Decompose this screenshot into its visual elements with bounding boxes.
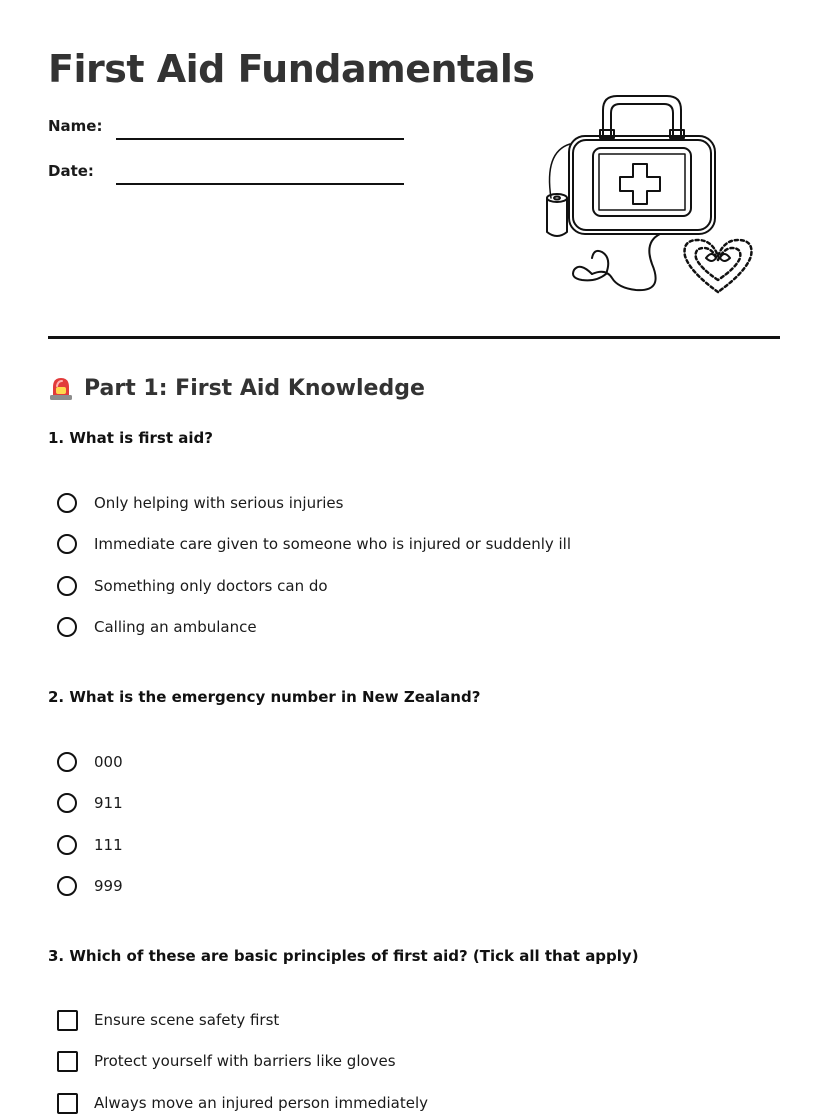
option-label: 911 <box>94 794 123 812</box>
radio-button[interactable] <box>57 534 77 554</box>
option-label: Protect yourself with barriers like gloves <box>94 1052 396 1070</box>
radio-button[interactable] <box>57 617 77 637</box>
checkbox[interactable] <box>57 1051 78 1072</box>
question-3-option[interactable] <box>57 1049 396 1073</box>
question-2: 2. What is the emergency number in New Zealand? <box>48 688 481 706</box>
radio-button[interactable] <box>57 752 77 772</box>
first-aid-kit-icon <box>540 92 760 300</box>
question-2-option[interactable] <box>57 833 123 857</box>
question-1-option[interactable] <box>57 532 571 556</box>
option-label: 111 <box>94 836 123 854</box>
option-label: Immediate care given to someone who is injured or suddenly ill <box>94 535 572 553</box>
question-2-option[interactable] <box>57 750 123 774</box>
date-field[interactable] <box>116 183 404 185</box>
question-1: 1. What is first aid? <box>48 429 213 447</box>
radio-button[interactable] <box>57 793 77 813</box>
question-3-option[interactable] <box>57 1008 279 1032</box>
option-label: Always move an injured person immediately <box>94 1094 429 1112</box>
section-header <box>48 374 425 402</box>
name-field[interactable] <box>116 138 404 140</box>
option-label: 999 <box>94 877 123 895</box>
option-label: 000 <box>94 753 123 771</box>
checkbox[interactable] <box>57 1093 78 1114</box>
siren-icon <box>48 374 74 402</box>
radio-button[interactable] <box>57 876 77 896</box>
date-label: Date: <box>48 162 94 180</box>
radio-button[interactable] <box>57 835 77 855</box>
question-3-option[interactable] <box>57 1091 428 1115</box>
option-label: Calling an ambulance <box>94 618 257 636</box>
divider <box>48 336 780 339</box>
question-1-option[interactable] <box>57 491 343 515</box>
question-2-option[interactable] <box>57 874 123 898</box>
radio-button[interactable] <box>57 576 77 596</box>
section-title: Part 1: First Aid Knowledge <box>84 375 425 401</box>
question-2-option[interactable] <box>57 791 123 815</box>
name-label: Name: <box>48 117 103 135</box>
option-label: Only helping with serious injuries <box>94 494 344 512</box>
page-title: First Aid Fundamentals <box>48 47 535 91</box>
question-3: 3. Which of these are basic principles of first aid? (Tick all that apply) <box>48 947 639 965</box>
question-1-option[interactable] <box>57 615 257 639</box>
question-1-option[interactable] <box>57 574 328 598</box>
option-label: Something only doctors can do <box>94 577 328 595</box>
option-label: Ensure scene safety first <box>94 1011 280 1029</box>
radio-button[interactable] <box>57 493 77 513</box>
checkbox[interactable] <box>57 1010 78 1031</box>
